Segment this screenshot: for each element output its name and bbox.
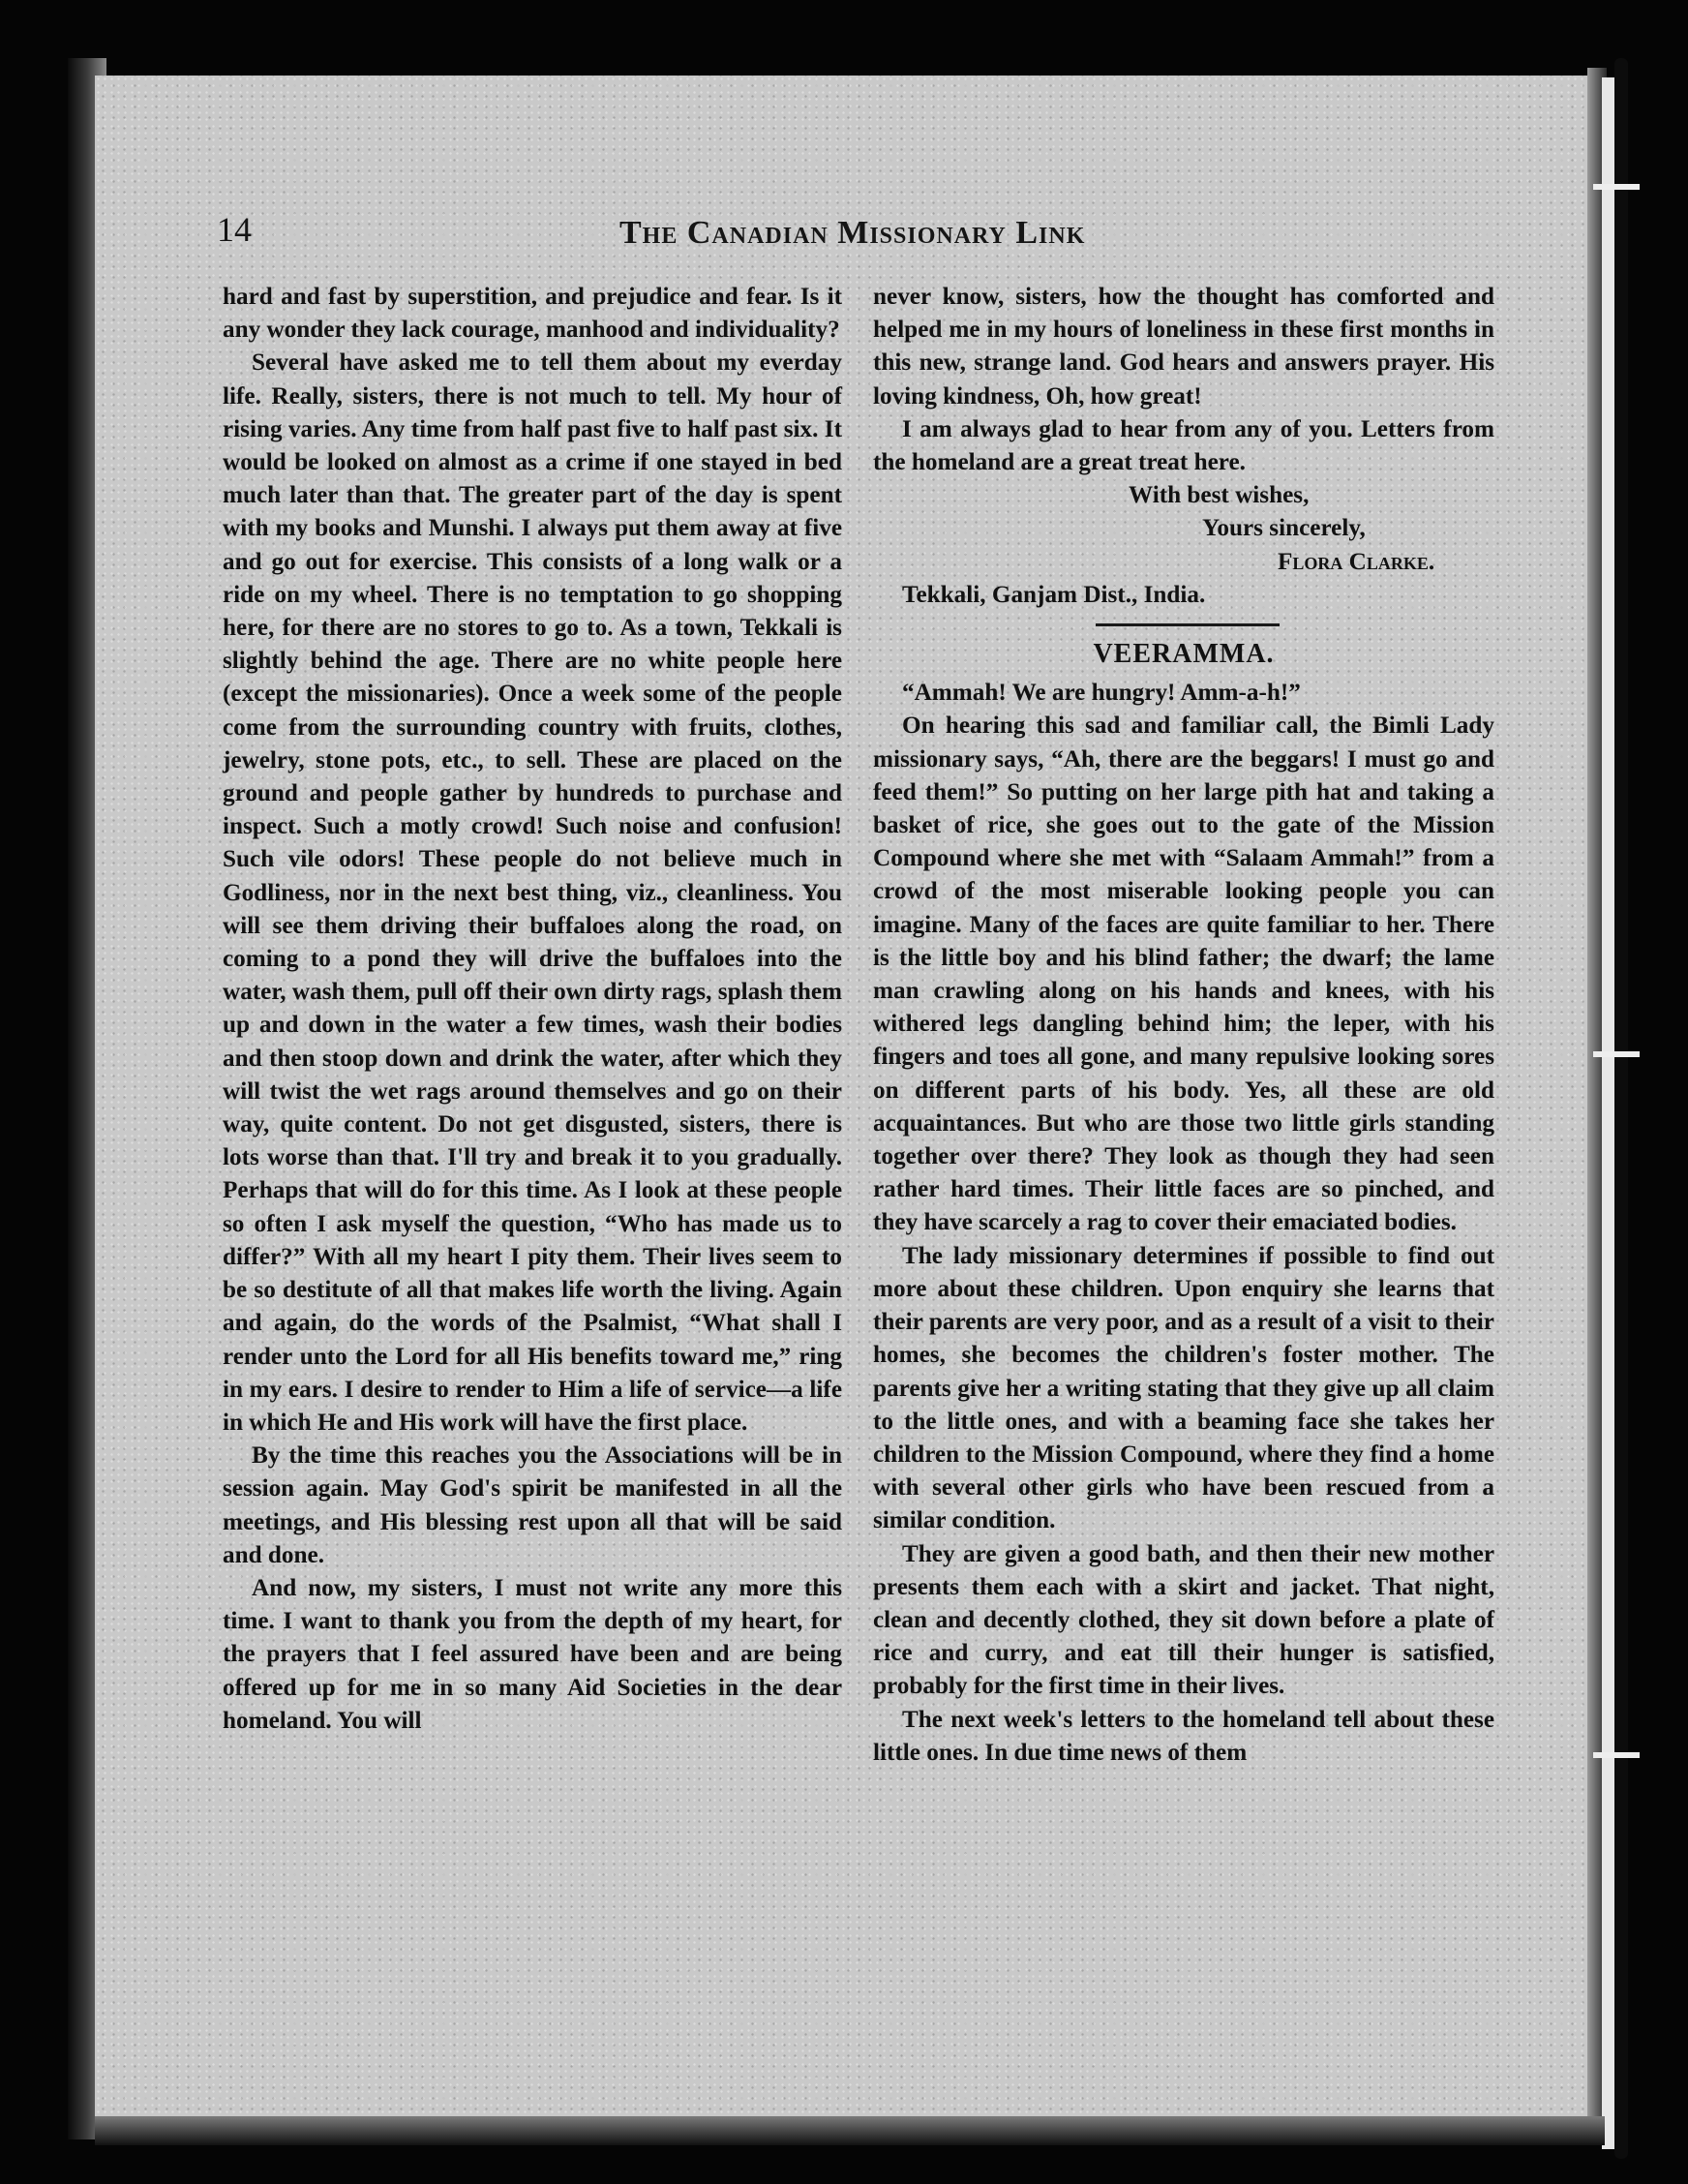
page-number: 14 xyxy=(217,210,252,249)
dateline-place: Tekkali, Ganjam Dist., India. xyxy=(902,581,1206,608)
paragraph: hard and fast by superstition, and prejudice and fear. Is it any wonder they lack courage, manhood and individuality? xyxy=(223,284,842,344)
paragraph: I am always glad to hear from any of you. Letters from the homeland are a great treat here. xyxy=(873,415,1494,476)
binding-stitch xyxy=(1593,1051,1640,1057)
bottom-shadow xyxy=(95,2116,1605,2145)
closing-line: With best wishes, xyxy=(1129,482,1310,509)
paragraph: “Ammah! We are hungry! Amm-a-h!” xyxy=(902,680,1301,707)
section-divider xyxy=(1096,623,1280,626)
paragraph: They are given a good bath, and then their new mother presents them each with a skirt and jacket. That night, clean and decently clothed, they sit down before a plate of rice and curry, and eat till their hunger is satisfied, probably for the first time in their lives. xyxy=(873,1540,1494,1700)
binding-cord xyxy=(1614,58,1628,2159)
paragraph: The lady missionary determines if possible to find out more about these children. Upon enquiry she learns that their parents are very poor, and as a result of a visit to their homes, she becomes the children's foster mother. The parents give her a writing stating that they give up all claim to the little ones, and with a beaming face she takes her children to the Mission Compound, where they find a home with several other girls who have been rescued from a similar condition. xyxy=(873,1242,1494,1534)
right-column xyxy=(873,281,1494,1770)
paragraph: The next week's letters to the homeland tell about these little ones. In due time news of them xyxy=(873,1706,1494,1766)
binding-stitch xyxy=(1593,184,1640,190)
binding-stitch xyxy=(1593,1752,1640,1758)
left-column xyxy=(223,281,842,1738)
paragraph: And now, my sisters, I must not write any more this time. I want to thank you from the depth of my heart, for the prayers that I feel assured have been and are being offered up for me in so many Aid Societies in the dear homeland. You will xyxy=(223,1574,842,1734)
running-head: The Canadian Missionary Link xyxy=(619,215,1086,251)
paragraph: On hearing this sad and familiar call, the Bimli Lady missionary says, “Ah, there are the beggars! I must go and feed them!” So putting on her large pith hat and taking a basket of rice, she goes out to the gate of the Mission Compound where she met with “Salaam Ammah!” from a crowd of the most miserable looking people you can imagine. Many of the faces are quite familiar to her. There is the little boy and his blind father; the dwarf; the lame man crawling along on his hands and knees, with his withered legs dangling behind him; the leper, with his fingers and toes all gone, and many repulsive looking sores on different parts of his body. Yes, all these are old acquaintances. But who are those two little girls standing together over there? They look as though they had seen rather hard times. Their little faces are so pinched, and they have scarcely a rag to cover their emaciated bodies. xyxy=(873,713,1494,1236)
letter-closing xyxy=(873,479,1494,612)
closing-line: Yours sincerely, xyxy=(1202,515,1366,542)
signature: Flora Clarke. xyxy=(1278,548,1435,575)
paragraph: Several have asked me to tell them about my everday life. Really, sisters, there is not much to tell. My hour of rising varies. Any time from half past five to half past six. It would be looked on almost as a crime if one stayed in bed much later than that. The greater part of the day is spent with my books and Munshi. I always put them away at five and go out for exercise. This consists of a long walk or a ride on my wheel. There is no temptation to go shopping here, for there are no stores to go to. As a town, Tekkali is slightly behind the age. There are no white people here (except the missionaries). Once a week some of the people come from the surrounding country with fruits, clothes, jewelry, stone pots, etc., to sell. These are placed on the ground and people gather by hundreds to purchase and inspect. Such a motly crowd! Such noise and confusion! Such vile odors! These people do not believe much in Godliness, nor in the next best thing, viz., cleanliness. You will see them driving their buffaloes along the road, on coming to a pond they will drive the buffaloes into the water, wash them, pull off their own dirty rags, splash them up and down in the water a few times, wash their bodies and then stoop down and drink the water, after which they will twist the wet rags around themselves and go on their way, quite content. Do not get disgusted, sisters, there is lots worse than that. I'll try and break it to you gradually. Perhaps that will do for this time. As I look at these people so often I ask myself the question, “Who has made us to differ?” With all my heart I pity them. Their lives seem to be so destitute of all that makes life worth the living. Again and again, do the words of the Psalmist, “What shall I render unto the Lord for all His benefits toward me,” ring in my ears. I desire to render to Him a life of service—a life in which He and His work will have the first place. xyxy=(223,349,842,1436)
paragraph: never know, sisters, how the thought has comforted and helped me in my hours of loneliness in these first months in this new, strange land. God hears and answers prayer. His loving kindness, Oh, how great! xyxy=(873,284,1494,410)
paragraph: By the time this reaches you the Associations will be in session again. May God's spirit be manifested in all the meetings, and His blessing rest upon all that will be said and done. xyxy=(223,1442,842,1568)
section-title: VEERAMMA. xyxy=(1093,639,1275,670)
